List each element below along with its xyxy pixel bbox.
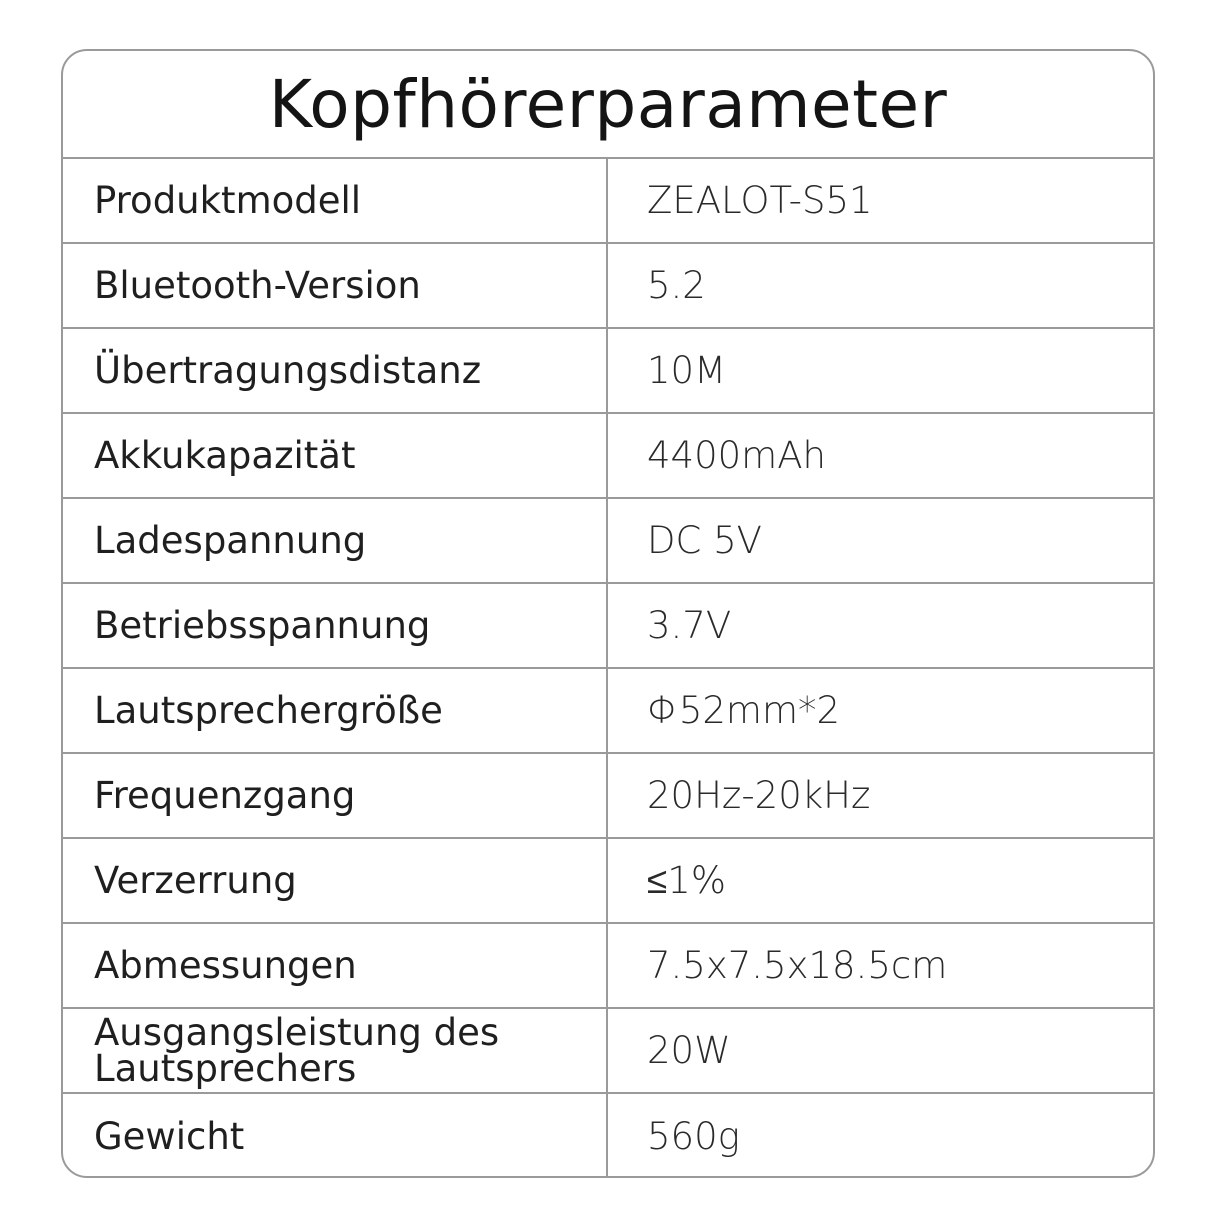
table-row [63,584,1153,669]
spec-table [61,49,1155,1178]
row-label: Ausgangsleistung des Lautsprechers [63,1009,608,1092]
row-label: Verzerrung [63,839,608,922]
table-row [63,669,1153,754]
row-value: 20Hz-20kHz [647,774,871,817]
row-label: Betriebsspannung [63,584,608,667]
row-label: Lautsprechergröße [63,669,608,752]
row-label: Frequenzgang [63,754,608,837]
table-row [63,244,1153,329]
row-value: 20W [647,1029,731,1072]
row-value: 10M [647,349,727,392]
table-row [63,839,1153,924]
row-value: 4400mAh [647,434,826,477]
row-value: Φ52mm*2 [647,689,841,732]
table-row [63,1009,1153,1094]
row-label: Übertragungsdistanz [63,329,608,412]
row-value: 7.5x7.5x18.5cm [647,944,948,987]
row-label: Gewicht [63,1094,608,1178]
row-label: Ladespannung [63,499,608,582]
spec-rows [63,159,1153,1178]
table-row [63,414,1153,499]
table-row [63,329,1153,414]
row-label: Abmessungen [63,924,608,1007]
row-value: 560g [647,1115,740,1158]
row-value: DC 5V [647,519,762,562]
row-label: Bluetooth-Version [63,244,608,327]
row-label: Produktmodell [63,159,608,242]
table-row [63,754,1153,839]
row-value: 5.2 [647,264,706,307]
table-row [63,499,1153,584]
row-value: ZEALOT-S51 [647,179,873,222]
table-row [63,159,1153,244]
table-row [63,1094,1153,1178]
table-title: Kopfhörerparameter [63,51,1153,159]
table-row [63,924,1153,1009]
row-value: ≤1% [647,859,727,902]
row-value: 3.7V [647,604,732,647]
row-label: Akkukapazität [63,414,608,497]
